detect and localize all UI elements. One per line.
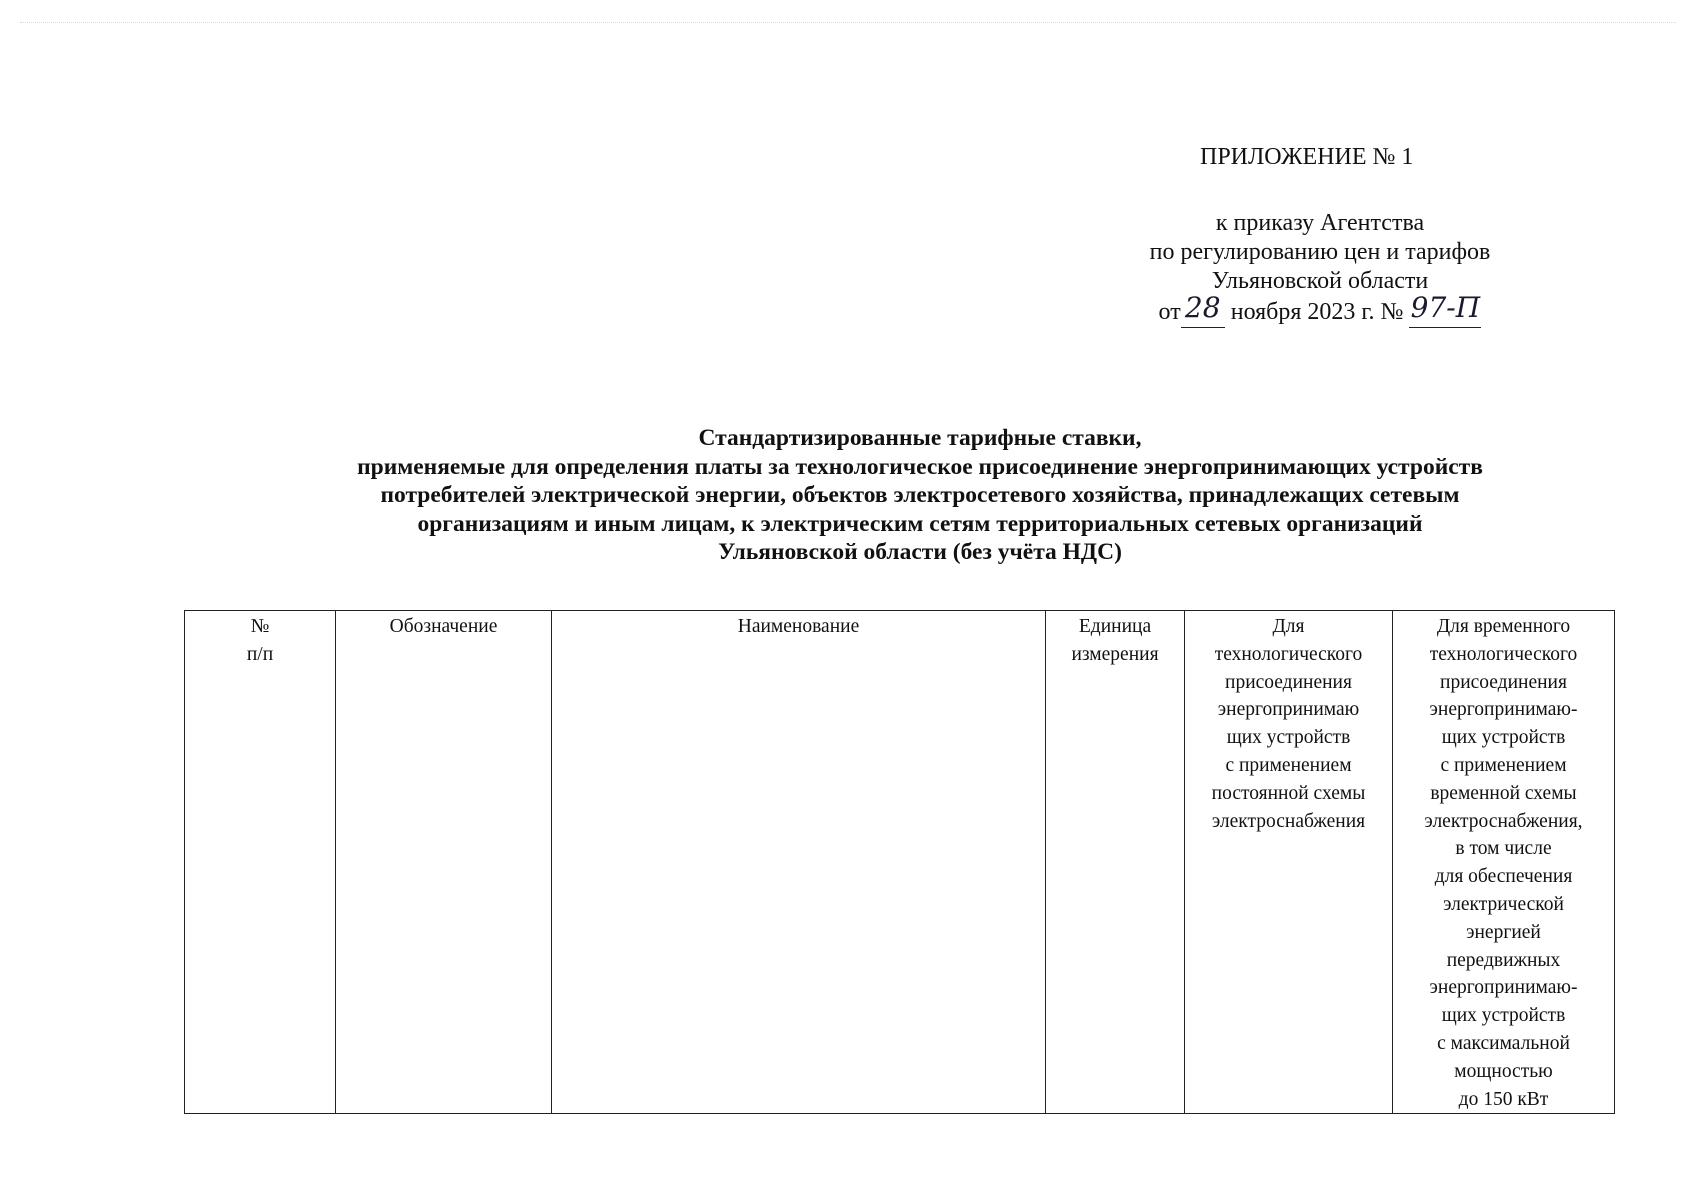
header-permanent-connection: Для технологического присоединения энергопринимаю щих устройств с применением постоянной схемы электроснабжения [1185, 611, 1393, 1114]
header-unit: Единица измерения [1046, 611, 1185, 1114]
order-day-handwritten: 28 [1184, 291, 1221, 324]
appendix-title: ПРИЛОЖЕНИЕ № 1 [1200, 144, 1414, 170]
heading-line-2: применяемые для определения платы за технологическое присоединение энергопринимающих устройств [357, 453, 1483, 480]
header-name: Наименование [552, 611, 1046, 1114]
header-temporary-connection: Для временного технологического присоединения энергопринимаю- щих устройств с применением временной схемы электроснабжения, в том числе для обеспечения электрической энергией передвижных энергопринимаю- щих устройств с максимальной мощностью до 150 кВт [1393, 611, 1615, 1114]
heading-line-1: Стандартизированные тарифные ставки, [698, 425, 1142, 451]
tariff-table [184, 610, 1615, 1114]
appendix-line-region: Ульяновской области [1211, 268, 1429, 294]
order-day-blank [1181, 291, 1225, 328]
scan-edge-line [20, 22, 1676, 23]
table-header-row [185, 611, 1615, 1114]
order-number-handwritten: 97-П [1410, 291, 1481, 324]
document-heading [180, 424, 1660, 567]
appendix-reference [1100, 208, 1540, 324]
appendix-line-agency: по регулированию цен и тарифов [1149, 239, 1491, 265]
order-number-blank [1409, 291, 1481, 328]
header-designation: Обозначение [336, 611, 552, 1114]
heading-line-4: организациям и иным лицам, к электрическим сетям территориальных сетевых организаций [417, 510, 1423, 537]
heading-line-5: Ульяновской области (без учёта НДС) [718, 539, 1122, 565]
header-row-number: № п/п [185, 611, 336, 1114]
order-prefix: от [1158, 299, 1181, 325]
heading-line-3: потребителей электрической энергии, объектов электросетевого хозяйства, принадлежащих сетевым [380, 482, 1460, 508]
tariff-table-wrapper [184, 610, 1615, 1114]
order-month-year: ноября 2023 г. № [1230, 299, 1404, 325]
appendix-line-order: к приказу Агентства [1215, 210, 1425, 236]
order-date-line [1100, 291, 1540, 325]
